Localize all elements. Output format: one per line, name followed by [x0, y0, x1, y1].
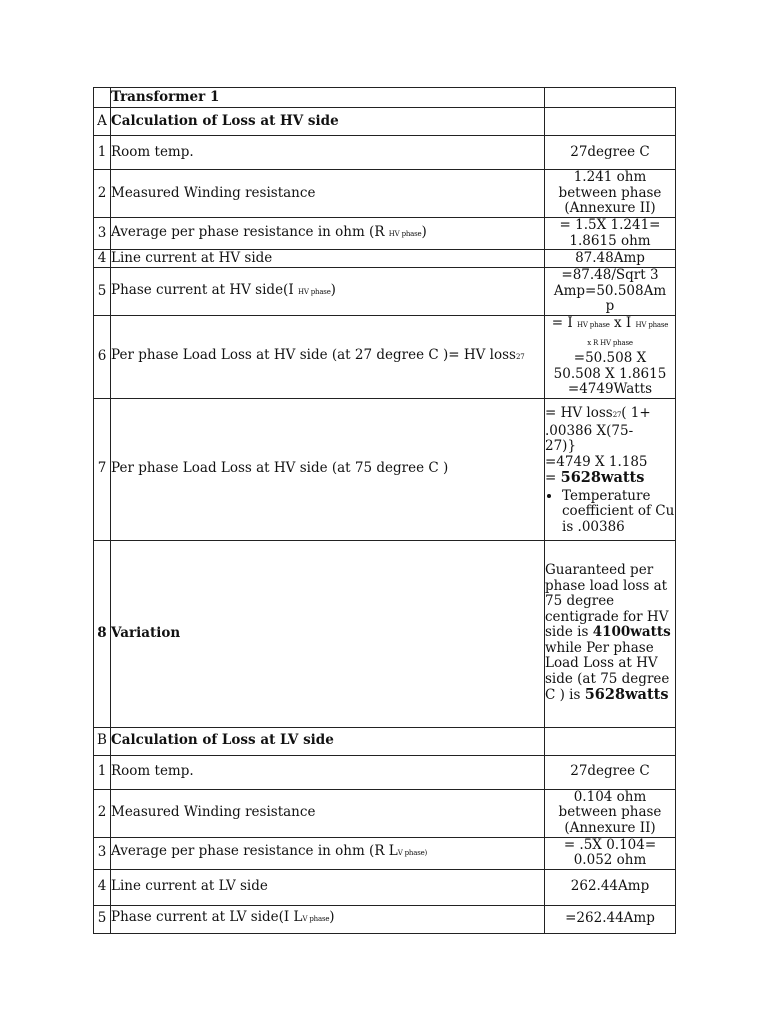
row-value: 27degree C [545, 136, 676, 170]
variation-text: Guaranteed per phase load loss at 75 degree centigrade for HV side is [545, 562, 669, 641]
table-row [94, 869, 676, 905]
section-value-cell [545, 108, 676, 136]
row-value: 27degree C [545, 755, 676, 789]
table-row [94, 755, 676, 789]
row-value [545, 837, 676, 869]
row-description: Per phase Load Loss at HV side (at 75 degree C ) [111, 398, 545, 540]
value-line: 1.241 ohm [573, 169, 647, 186]
row-number: 4 [94, 869, 111, 905]
desc-subscript: HV phase [388, 229, 422, 238]
measured-loss-value: 5628watts [584, 686, 669, 704]
section-heading: Calculation of Loss at LV side [111, 727, 545, 755]
formula-line [545, 316, 675, 334]
row-number: 5 [94, 905, 111, 933]
formula-part: x R [587, 338, 601, 347]
row-number: 1 [94, 136, 111, 170]
row-value: =262.44Amp [545, 905, 676, 933]
row-number: 6 [94, 316, 111, 399]
row-number: 2 [94, 789, 111, 837]
title-value-cell [545, 88, 676, 108]
section-letter: A [94, 108, 111, 136]
row-value [545, 316, 676, 399]
row-number: 1 [94, 755, 111, 789]
row-description: Line current at LV side [111, 869, 545, 905]
formula-subscript: HV phase [600, 338, 633, 347]
value-part: = HV loss [545, 405, 613, 421]
note-bullet: • Temperature coefficient of Cu is .00386 [562, 489, 675, 536]
title-num-cell [94, 88, 111, 108]
desc-text: Per phase Load Loss at HV side (at 27 degree C )= HV loss [111, 347, 516, 363]
section-value-cell [545, 727, 676, 755]
row-description [111, 837, 545, 869]
table-row [94, 398, 676, 540]
value-line: =4749 X 1.185 [545, 453, 648, 470]
desc-text-end: ) [329, 909, 335, 926]
row-value: 87.48Amp [545, 250, 676, 268]
value-line: between phase [558, 184, 662, 201]
value-line: 50.508 X 1.8615 [553, 365, 667, 382]
value-line [545, 470, 675, 487]
row-description: Room temp. [111, 136, 545, 170]
value-part: = [545, 470, 561, 486]
value-bold: 5628watts [560, 469, 645, 486]
desc-subscript: HV phase [297, 287, 331, 296]
value-subscript: 27 [612, 411, 622, 419]
section-b-heading-row [94, 727, 676, 755]
table-row [94, 316, 676, 399]
row-description: Measured Winding resistance [111, 170, 545, 218]
table-row [94, 837, 676, 869]
row-value [545, 540, 676, 727]
row-description: Line current at HV side [111, 250, 545, 268]
value-line: .00386 X(75- [545, 422, 634, 439]
row-description: Variation [111, 540, 545, 727]
row-number: 4 [94, 250, 111, 268]
value-line: (Annexure II) [564, 200, 656, 217]
value-line: 0.104 ohm [573, 788, 647, 805]
row-value [545, 170, 676, 218]
desc-text: Average per phase resistance in ohm (R [111, 223, 389, 240]
row-value: 262.44Amp [545, 869, 676, 905]
value-line [545, 406, 675, 424]
section-a-heading-row [94, 108, 676, 136]
desc-subscript: V phase [302, 915, 330, 924]
desc-subscript: V phase) [397, 849, 428, 858]
value-line: p [605, 298, 615, 315]
variation-text: while Per phase Load Loss at HV side (at 75 degree C ) is [545, 639, 670, 704]
table-title: Transformer 1 [111, 88, 545, 108]
desc-text-end: ) [421, 223, 427, 240]
formula-part: x I [609, 315, 636, 331]
table-row [94, 218, 676, 250]
value-line: =87.48/Sqrt 3 [561, 267, 659, 284]
guaranteed-loss-value: 4100watts [592, 624, 671, 641]
row-number: 7 [94, 398, 111, 540]
title-row [94, 88, 676, 108]
formula-line [545, 334, 675, 352]
value-line: Amp=50.508Am [553, 282, 667, 299]
row-description [111, 218, 545, 250]
row-number: 2 [94, 170, 111, 218]
section-letter: B [94, 727, 111, 755]
note-list [545, 489, 675, 536]
row-value [545, 789, 676, 837]
value-line: 0.052 ohm [573, 852, 647, 868]
row-description: Room temp. [111, 755, 545, 789]
row-description: Measured Winding resistance [111, 789, 545, 837]
formula-subscript: HV phase [577, 321, 610, 329]
value-line: =4749Watts [567, 381, 653, 397]
table-row [94, 905, 676, 933]
row-description [111, 905, 545, 933]
row-number: 3 [94, 218, 111, 250]
table-row [94, 789, 676, 837]
table-row [94, 250, 676, 268]
row-description [111, 268, 545, 316]
desc-text: Phase current at LV side(I L [111, 909, 303, 926]
formula-subscript: HV phase [635, 321, 669, 329]
row-value [545, 268, 676, 316]
table-row [94, 268, 676, 316]
desc-subscript: 27 [515, 353, 525, 361]
value-line: = 1.5X 1.241= [559, 217, 661, 233]
table-row [94, 136, 676, 170]
value-line: 27)} [545, 438, 577, 454]
value-line: =50.508 X [573, 350, 647, 366]
table-row [94, 170, 676, 218]
row-number: 5 [94, 268, 111, 316]
value-line: between phase [558, 804, 662, 821]
desc-text: Average per phase resistance in ohm (R L [111, 843, 398, 860]
value-part: ( 1+ [621, 405, 651, 421]
loss-calculation-table [93, 87, 676, 934]
section-heading: Calculation of Loss at HV side [111, 108, 545, 136]
table-row [94, 540, 676, 727]
formula-part: = I [551, 315, 578, 331]
value-line: 1.8615 ohm [569, 232, 651, 249]
row-value [545, 218, 676, 250]
row-description [111, 316, 545, 399]
value-line: (Annexure II) [564, 819, 656, 836]
row-value [545, 398, 676, 540]
desc-text: Phase current at HV side(I [111, 281, 298, 298]
row-number: 8 [94, 540, 111, 727]
desc-text-end: ) [330, 281, 336, 298]
value-line: = .5X 0.104= [563, 836, 657, 853]
row-number: 3 [94, 837, 111, 869]
